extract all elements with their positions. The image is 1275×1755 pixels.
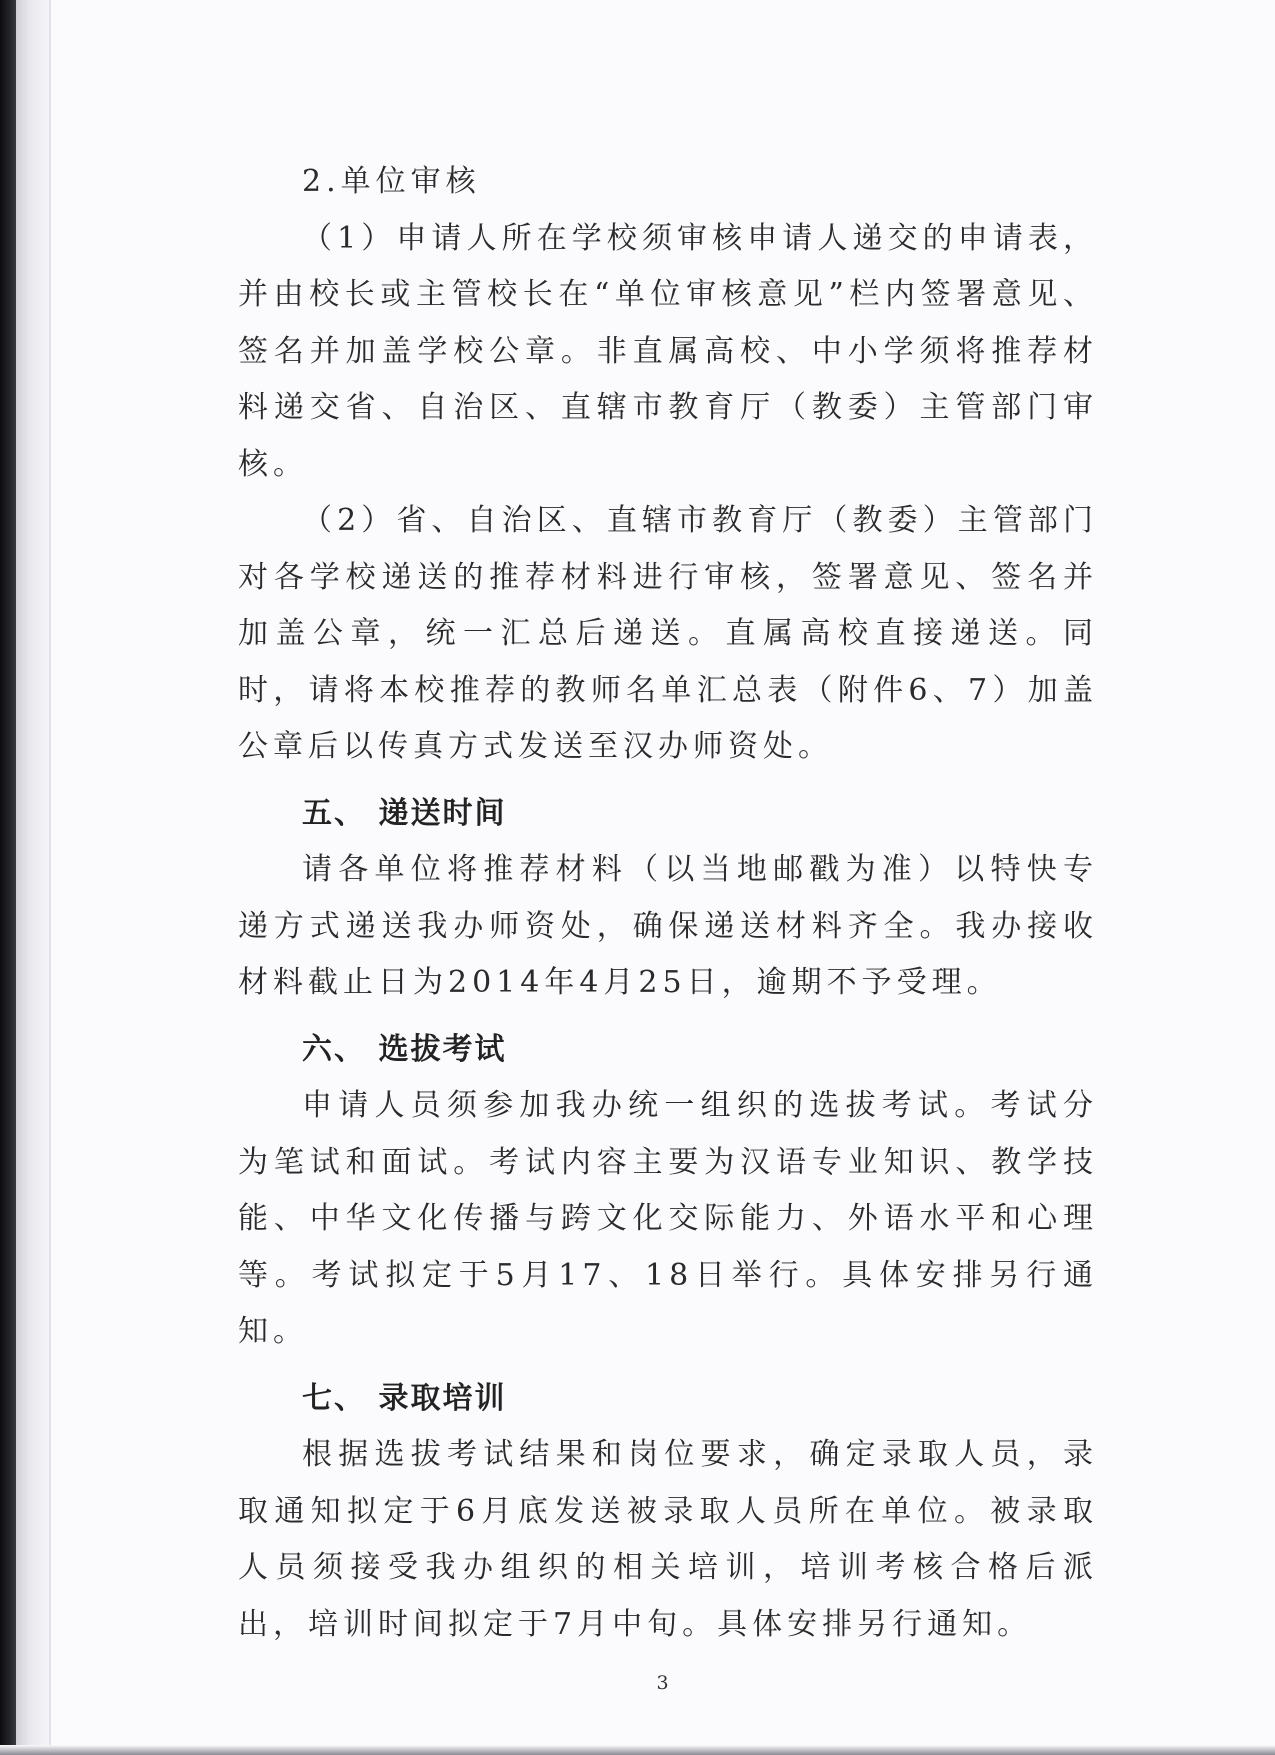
- subsection-heading-unit-review: 2.单位审核: [302, 164, 481, 199]
- paragraph-submission-time: 请各单位将推荐材料（以当地邮戳为准）以特快专递方式递送我办师资处，确保递送材料齐全。我办接收材料截止日为2014年4月25日，逾期不予受理。: [238, 852, 1098, 1000]
- scan-page-fold: [16, 0, 50, 1755]
- section-heading-submission-time: 五、 递送时间: [302, 795, 507, 831]
- paragraph-item-2: （2）省、自治区、直辖市教育厅（教委）主管部门对各学校递送的推荐材料进行审核，签署意见、签名并加盖公章，统一汇总后递送。直属高校直接递送。同时，请将本校推荐的教师名单汇总表（附件6、7）加盖公章后以传真方式发送至汉办师资处。: [238, 503, 1098, 764]
- section-heading-selection-exam: 六、 选拔考试: [302, 1031, 507, 1067]
- document-body: [238, 154, 1098, 1653]
- scan-binding-shadow: [0, 0, 16, 1755]
- paragraph-admission-training: 根据选拔考试结果和岗位要求，确定录取人员，录取通知拟定于6月底发送被录取人员所在单位。被录取人员须接受我办组织的相关培训，培训考核合格后派出，培训时间拟定于7月中旬。具体安排另行通知。: [238, 1437, 1098, 1642]
- section-heading-admission-training: 七、 录取培训: [302, 1380, 507, 1416]
- scan-fold-line: [49, 0, 51, 1755]
- page-number: 3: [656, 1672, 669, 1694]
- paragraph-item-1: （1）申请人所在学校须审核申请人递交的申请表，并由校长或主管校长在“单位审核意见”栏内签署意见、签名并加盖学校公章。非直属高校、中小学须将推荐材料递交省、自治区、直辖市教育厅（教委）主管部门审核。: [238, 220, 1098, 482]
- paragraph-selection-exam: 申请人员须参加我办统一组织的选拔考试。考试分为笔试和面试。考试内容主要为汉语专业知识、教学技能、中华文化传播与跨文化交际能力、外语水平和心理等。考试拟定于5月17、18日举行。具体安排另行通知。: [238, 1088, 1098, 1349]
- scan-bottom-edge: [0, 1745, 1275, 1755]
